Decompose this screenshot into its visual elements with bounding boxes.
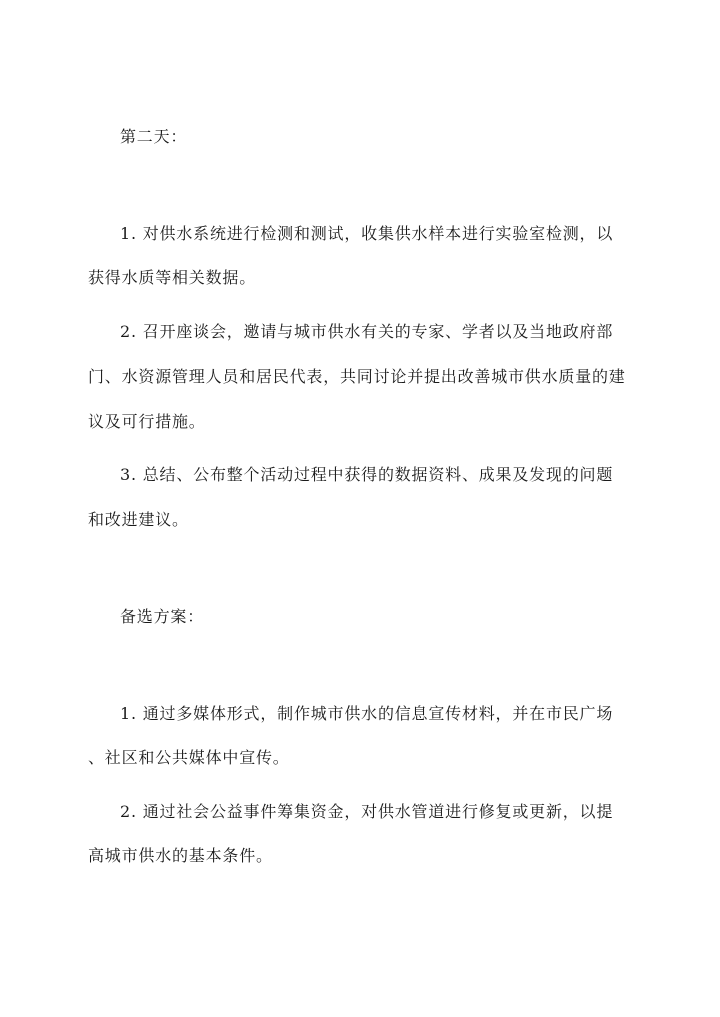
day2-item-2-line-3: 议及可行措施。 — [88, 412, 206, 431]
alt-item-1-line-2: 、社区和公共媒体中宣传。 — [88, 748, 290, 767]
section-heading-day2: 第二天： — [120, 127, 188, 146]
day2-item-3-line-1: 3. 总结、公布整个活动过程中获得的数据资料、成果及发现的问题 — [120, 465, 614, 484]
day2-item-2-line-2: 门、水资源管理人员和居民代表，共同讨论并提出改善城市供水质量的建 — [88, 367, 626, 386]
day2-item-2-line-1: 2. 召开座谈会，邀请与城市供水有关的专家、学者以及当地政府部 — [120, 322, 614, 341]
day2-item-1-line-2: 获得水质等相关数据。 — [88, 268, 257, 287]
day2-item-3-line-2: 和改进建议。 — [88, 510, 189, 529]
section-heading-alternatives: 备选方案： — [120, 607, 205, 626]
alt-item-2-line-2: 高城市供水的基本条件。 — [88, 846, 273, 865]
day2-item-1-line-1: 1. 对供水系统进行检测和测试，收集供水样本进行实验室检测，以 — [120, 224, 614, 243]
alt-item-2-line-1: 2. 通过社会公益事件筹集资金，对供水管道进行修复或更新，以提 — [120, 802, 614, 821]
alt-item-1-line-1: 1. 通过多媒体形式，制作城市供水的信息宣传材料，并在市民广场 — [120, 704, 614, 723]
